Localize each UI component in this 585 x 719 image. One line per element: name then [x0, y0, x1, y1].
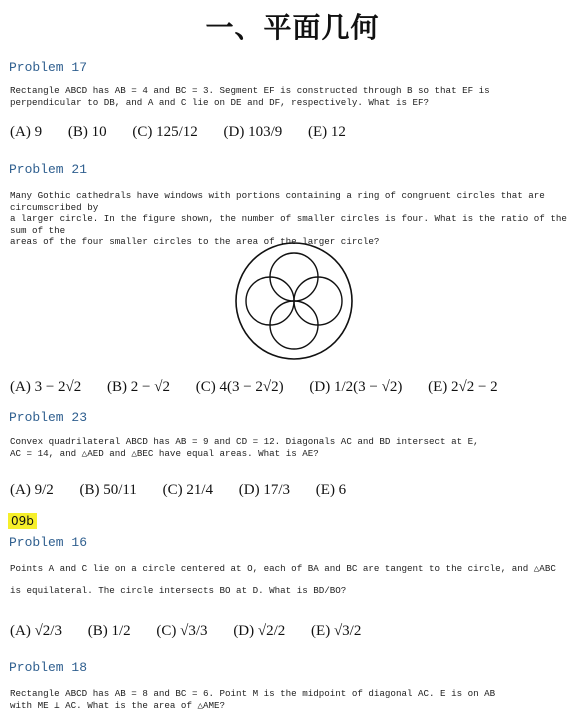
answer-choice: (D) 1/2(3 − √2) — [309, 379, 403, 395]
problem-text-line: AC = 14, and △AED and △BEC have equal areas. What is AE? — [10, 447, 319, 459]
page-title: 一、平面几何 — [205, 11, 380, 44]
problem-text-line: Many Gothic cathedrals have windows with portions containing a ring of congruent circles that are circumscribed by — [10, 190, 545, 213]
small-circle — [294, 277, 342, 325]
answer-choice: (E) 2√2 − 2 — [428, 379, 498, 395]
answer-choice: (E) √3/2 — [311, 623, 362, 639]
problem-text — [10, 688, 570, 711]
answer-choices — [10, 379, 520, 396]
problem-heading: Problem 17 — [9, 60, 88, 75]
problem-heading: Problem 21 — [9, 162, 88, 177]
answer-choices — [10, 482, 368, 499]
answer-choice: (A) √2/3 — [10, 623, 62, 639]
answer-choice: (D) √2/2 — [233, 623, 286, 639]
answer-choice: (C) √3/3 — [156, 623, 208, 639]
answer-choice: (C) 125/12 — [132, 124, 198, 140]
cathedral-window-figure — [233, 240, 355, 362]
problem-text-line: a larger circle. In the figure shown, the number of smaller circles is four. What is the ratio of the sum of the — [10, 213, 567, 236]
answer-choices — [10, 124, 368, 141]
answer-choice: (C) 21/4 — [162, 482, 214, 498]
problem-text — [10, 190, 570, 248]
problem-text — [10, 563, 570, 596]
problem-text-line: is equilateral. The circle intersects BO at D. What is BD/BO? — [10, 584, 347, 596]
answer-choice: (A) 9/2 — [10, 482, 54, 498]
problem-heading: Problem 18 — [9, 660, 88, 675]
problem-heading: Problem 16 — [9, 535, 88, 550]
small-circle — [246, 277, 294, 325]
answer-choices — [10, 623, 383, 640]
answer-choice: (B) 2 − √2 — [107, 379, 170, 395]
problem-text-line: Rectangle ABCD has AB = 8 and BC = 6. Point M is the midpoint of diagonal AC. E is on AB — [10, 688, 496, 699]
problem-text-line: areas of the four smaller circles to the area of the larger circle? — [10, 236, 380, 247]
answer-choice: (E) 12 — [308, 124, 346, 140]
answer-choice: (B) 1/2 — [87, 623, 131, 639]
highlight-tag: 09b — [8, 513, 37, 529]
problem-heading: Problem 23 — [9, 410, 88, 425]
answer-choice: (A) 3 − 2√2 — [10, 379, 82, 395]
answer-choice: (C) 4(3 − 2√2) — [195, 379, 284, 395]
small-circle — [270, 301, 318, 349]
small-circle — [270, 253, 318, 301]
answer-choice: (A) 9 — [10, 124, 43, 140]
answer-choice: (B) 50/11 — [79, 482, 137, 498]
problem-text — [10, 85, 570, 108]
answer-choice: (D) 103/9 — [223, 124, 283, 140]
problem-text-line: Points A and C lie on a circle centered at O, each of BA and BC are tangent to the circle, and △ABC — [10, 563, 556, 574]
answer-choice: (E) 6 — [315, 482, 347, 498]
answer-choice: (D) 17/3 — [238, 482, 291, 498]
problem-text-line: Convex quadrilateral ABCD has AB = 9 and CD = 12. Diagonals AC and BD intersect at E, — [10, 436, 479, 447]
problem-text — [10, 436, 570, 459]
answer-choice: (B) 10 — [67, 124, 107, 140]
problem-text-line: perpendicular to DB, and A and C lie on DE and DF, respectively. What is EF? — [10, 96, 430, 108]
problem-text-line: Rectangle ABCD has AB = 4 and BC = 3. Segment EF is constructed through B so that EF is — [10, 85, 490, 96]
problem-text-line: with ME ⊥ AC. What is the area of △AME? — [10, 699, 226, 711]
